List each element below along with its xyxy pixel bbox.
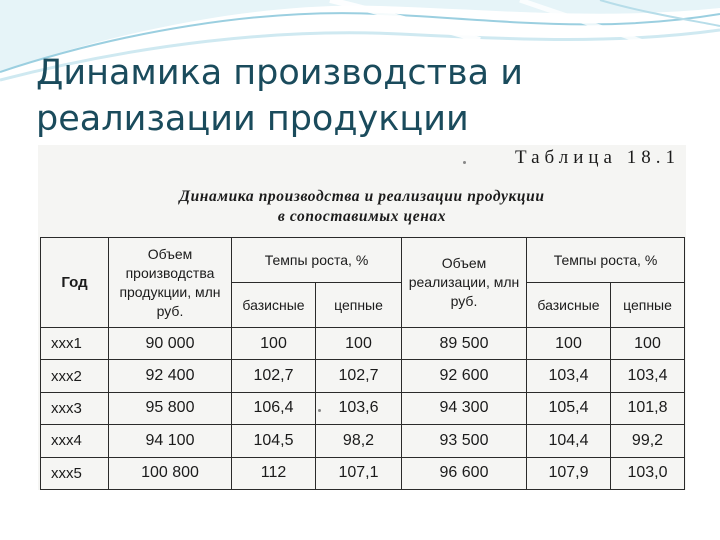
cell-year: ххх4 (41, 425, 109, 457)
header-sales-growth: Темпы роста, % (527, 238, 685, 283)
cell-sales-chain: 103,0 (611, 457, 685, 489)
cell-production-basic: 112 (232, 457, 316, 489)
cell-production-chain: 103,6 (316, 392, 402, 424)
cell-production: 94 100 (109, 425, 232, 457)
cell-year: ххх1 (41, 328, 109, 360)
table-row (41, 328, 685, 360)
cell-sales-basic: 103,4 (527, 360, 611, 392)
table-caption-line-1: Динамика производства и реализации продукции (179, 188, 545, 205)
cell-sales: 94 300 (402, 392, 527, 424)
cell-production-basic: 102,7 (232, 360, 316, 392)
header-sales-chain: цепные (611, 283, 685, 328)
scan-speck (463, 161, 466, 164)
cell-sales-chain: 101,8 (611, 392, 685, 424)
cell-sales: 92 600 (402, 360, 527, 392)
production-sales-table (40, 237, 685, 490)
cell-sales-chain: 100 (611, 328, 685, 360)
cell-year: ххх3 (41, 392, 109, 424)
header-year: Год (41, 238, 109, 328)
cell-production-basic: 106,4 (232, 392, 316, 424)
cell-sales: 89 500 (402, 328, 527, 360)
header-production-basic: базисные (232, 283, 316, 328)
header-production-chain: цепные (316, 283, 402, 328)
cell-production: 100 800 (109, 457, 232, 489)
cell-production-chain: 100 (316, 328, 402, 360)
header-sales-basic: базисные (527, 283, 611, 328)
table-caption (38, 187, 686, 227)
table-number: Таблица 18.1 (514, 147, 680, 168)
cell-production: 95 800 (109, 392, 232, 424)
cell-sales: 96 600 (402, 457, 527, 489)
cell-year: ххх5 (41, 457, 109, 489)
slide-title: Динамика производства и реализации продукции (36, 53, 523, 139)
table-row (41, 425, 685, 457)
cell-production-chain: 102,7 (316, 360, 402, 392)
cell-production: 92 400 (109, 360, 232, 392)
header-sales-volume: Объем реализации, млн руб. (402, 238, 527, 328)
cell-sales-basic: 107,9 (527, 457, 611, 489)
cell-production-basic: 104,5 (232, 425, 316, 457)
cell-production: 90 000 (109, 328, 232, 360)
cell-sales-basic: 104,4 (527, 425, 611, 457)
table-caption-line-2: в сопоставимых ценах (277, 208, 447, 225)
cell-production-chain: 98,2 (316, 425, 402, 457)
cell-production-basic: 100 (232, 328, 316, 360)
header-production-volume: Объем производства продукции, млн руб. (109, 238, 232, 328)
cell-sales: 93 500 (402, 425, 527, 457)
table-row (41, 360, 685, 392)
cell-year: ххх2 (41, 360, 109, 392)
scanned-table-image (38, 145, 686, 490)
table-row (41, 457, 685, 489)
cell-sales-basic: 105,4 (527, 392, 611, 424)
cell-sales-chain: 99,2 (611, 425, 685, 457)
cell-sales-chain: 103,4 (611, 360, 685, 392)
cell-sales-basic: 100 (527, 328, 611, 360)
cell-production-chain: 107,1 (316, 457, 402, 489)
table-row (41, 392, 685, 424)
header-production-growth: Темпы роста, % (232, 238, 402, 283)
